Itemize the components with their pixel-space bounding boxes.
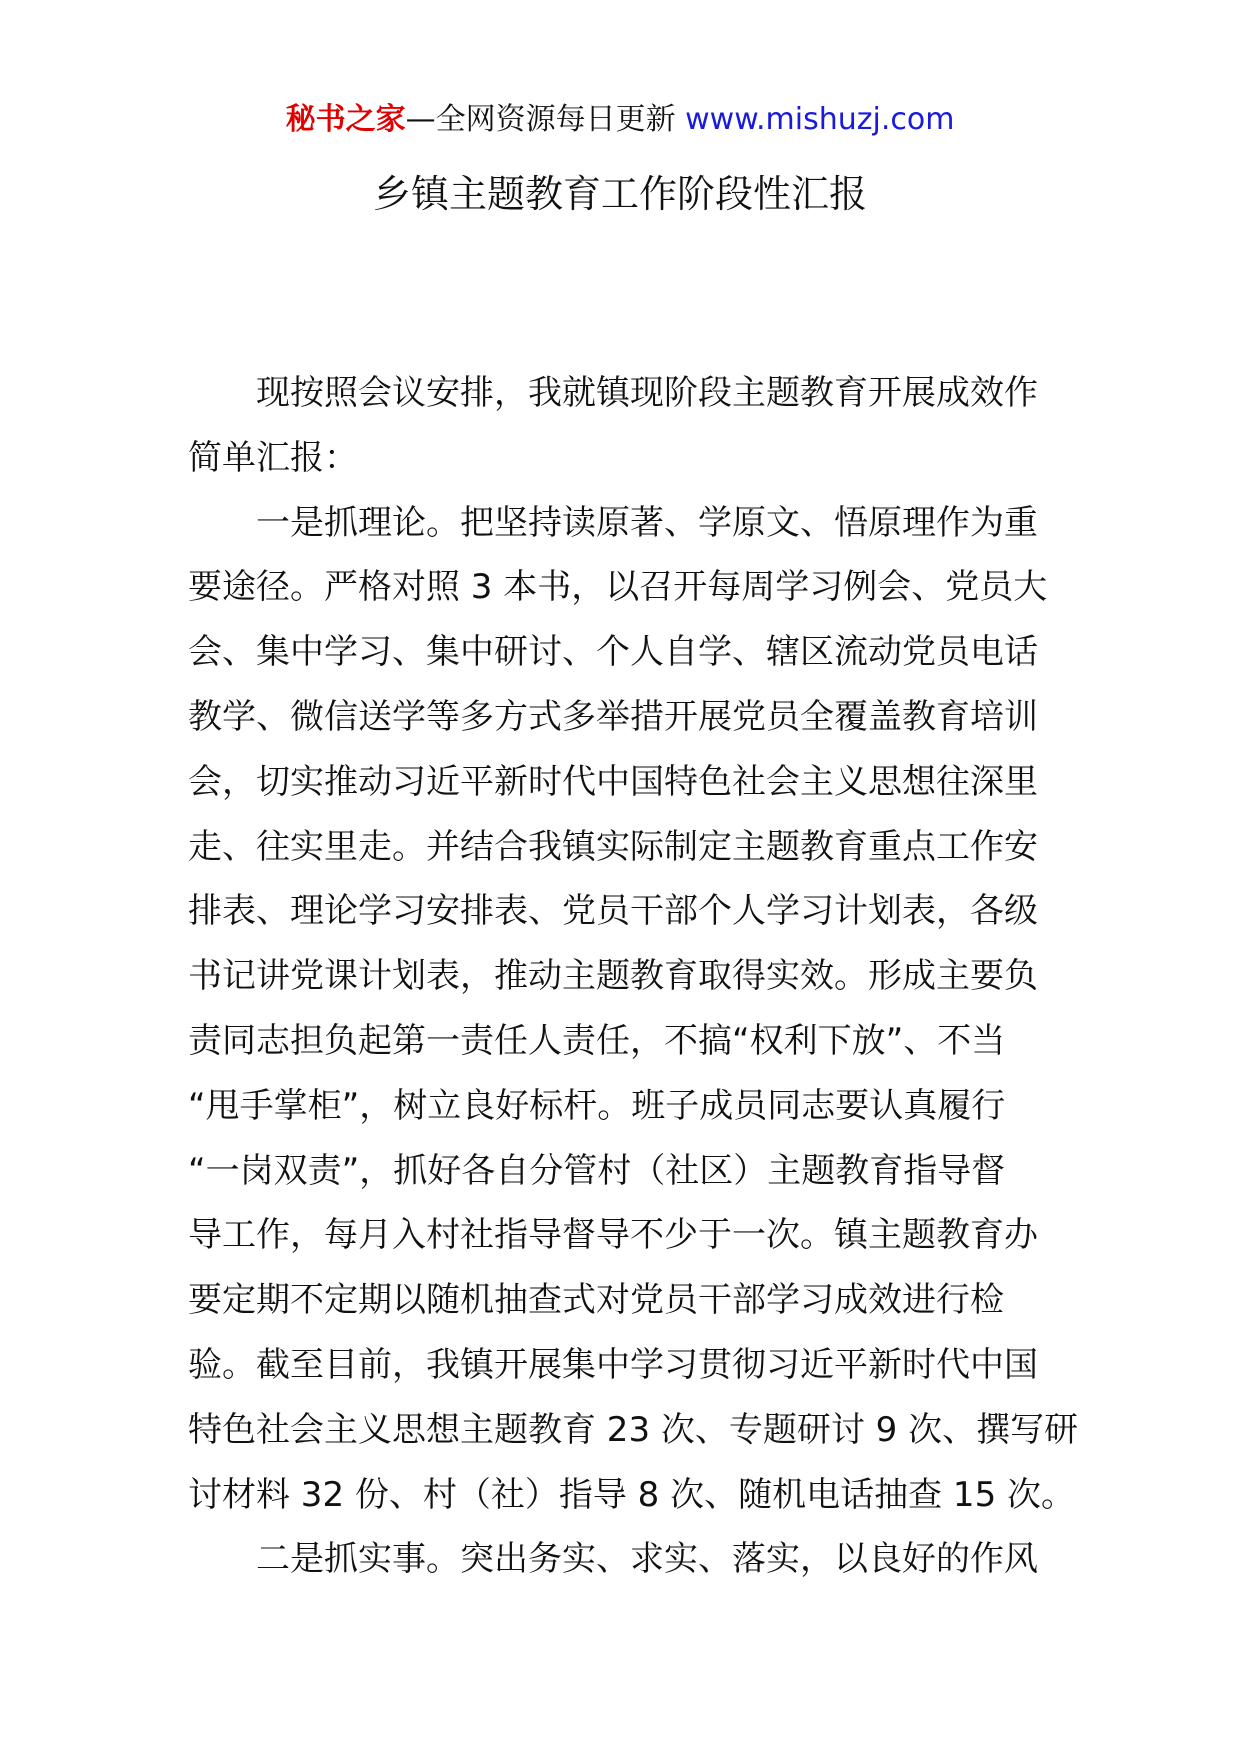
site-tagline: —全网资源每日更新: [405, 102, 686, 137]
paragraph-line: 特色社会主义思想主题教育 23 次、专题研讨 9 次、撰写研: [188, 1409, 1079, 1450]
paragraph-line: 书记讲党课计划表，推动主题教育取得实效。形成主要负: [188, 956, 1038, 997]
paragraph-line: 责同志担负起第一责任人责任，不搞“权利下放”、不当: [188, 1020, 1006, 1061]
paragraph-line: 现按照会议安排，我就镇现阶段主题教育开展成效作: [256, 373, 1038, 413]
paragraph-line: 讨材料 32 份、村（社）指导 8 次、随机电话抽查 15 次。: [188, 1474, 1076, 1515]
site-url-link[interactable]: www.mishuzj.com: [685, 102, 955, 137]
paragraph-line: 排表、理论学习安排表、党员干部个人学习计划表，各级: [188, 891, 1038, 932]
document-title: 乡镇主题教育工作阶段性汇报: [372, 172, 867, 216]
paragraph-line: 验。截至目前，我镇开展集中学习贯彻习近平新时代中国: [188, 1344, 1038, 1385]
document-body: [188, 361, 1079, 1592]
paragraph-line: 要定期不定期以随机抽查式对党员干部学习成效进行检: [188, 1280, 1004, 1321]
paragraph-line: 教学、微信送学等多方式多举措开展党员全覆盖教育培训: [188, 696, 1038, 737]
paragraph-line: 导工作，每月入村社指导督导不少于一次。镇主题教育办: [188, 1215, 1038, 1256]
paragraph-line: 二是抓实事。突出务实、求实、落实，以良好的作风: [256, 1539, 1038, 1580]
paragraph-line: “甩手掌柜”，树立良好标杆。班子成员同志要认真履行: [188, 1085, 1006, 1126]
paragraph-line: 会、集中学习、集中研讨、个人自学、辖区流动党员电话: [188, 632, 1038, 673]
site-header: [0, 100, 1240, 140]
paragraph-line: 会，切实推动习近平新时代中国特色社会主义思想往深里: [188, 761, 1038, 802]
paragraph-line: 要途径。严格对照 3 本书，以召开每周学习例会、党员大: [188, 567, 1048, 608]
site-brand: 秘书之家: [285, 102, 406, 137]
paragraph-line: 简单汇报：: [188, 437, 358, 478]
paragraph-line: 一是抓理论。把坚持读原著、学原文、悟原理作为重: [256, 502, 1038, 543]
paragraph-line: “一岗双责”，抓好各自分管村（社区）主题教育指导督: [188, 1150, 1006, 1191]
paragraph-line: 走、往实里走。并结合我镇实际制定主题教育重点工作安: [188, 826, 1038, 867]
